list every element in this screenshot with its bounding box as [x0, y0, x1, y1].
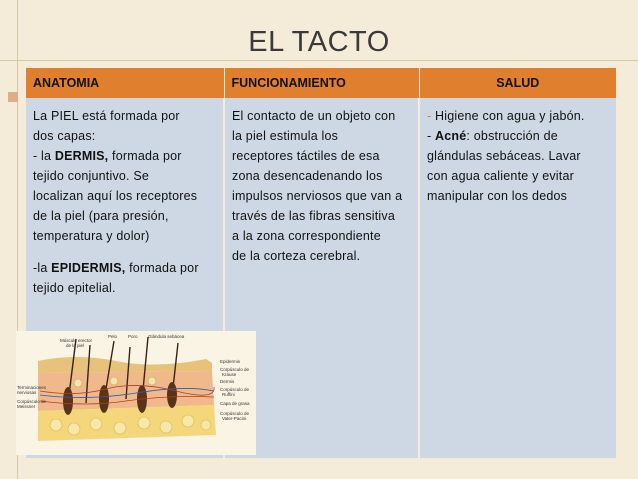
text-line: través de las fibras sensitiva — [232, 209, 396, 223]
label-ruffini-2: Ruffini — [222, 392, 235, 397]
label-epidermis: Epidermis — [220, 359, 241, 364]
label-ruffini: Corpúsculo de — [220, 387, 250, 392]
text-line: dos capas: — [33, 129, 96, 143]
text-fragment: : obstrucción de — [466, 129, 558, 143]
text-line: impulsos nerviosos que van a — [232, 189, 403, 203]
text-line: tejido conjuntivo. Se — [33, 169, 150, 183]
label-pelo: Pelo — [108, 334, 118, 339]
text-line-acne — [427, 126, 610, 146]
text-line: la piel estimula los — [232, 129, 339, 143]
text-line: con agua caliente y evitar — [427, 169, 574, 183]
text-line-epidermis — [33, 258, 217, 278]
decorative-horizontal-line — [0, 60, 638, 61]
label-grasa: Capa de grasa — [220, 401, 250, 406]
bullet-dash: - — [427, 109, 432, 123]
skin-diagram — [16, 331, 256, 455]
text-fragment: -la — [33, 261, 52, 275]
anatomia-paragraph-dermis — [33, 106, 217, 246]
anatomia-paragraph-epidermis — [33, 258, 217, 298]
term-acne: Acné — [435, 129, 467, 143]
label-vater-2: Vater-Pacini — [222, 416, 247, 421]
text-fragment: Higiene con agua y jabón. — [431, 109, 585, 123]
label-krause-2: Krause — [222, 372, 237, 377]
text-line-higiene — [427, 106, 610, 126]
header-salud: SALUD — [419, 68, 616, 98]
decorative-square — [8, 92, 18, 102]
text-line: El contacto de un objeto con — [232, 109, 396, 123]
label-musculo: Músculo erector — [60, 338, 93, 343]
slide-title: EL TACTO — [248, 26, 390, 58]
header-funcionamiento: FUNCIONAMIENTO — [224, 68, 419, 98]
text-fragment: - la — [33, 149, 55, 163]
label-krause: Corpúsculo de — [220, 367, 250, 372]
text-fragment: - — [427, 129, 436, 143]
label-meissner: Corpúsculo de — [17, 399, 47, 404]
label-glandula: Glándula sebácea — [148, 334, 185, 339]
label-poro: Poro — [128, 334, 138, 339]
text-line: zona desencadenando los — [232, 169, 383, 183]
text-fragment: formada por — [108, 149, 182, 163]
skin-diagram-image — [16, 331, 256, 455]
label-de-la-piel: de la piel — [66, 343, 85, 348]
text-line: receptores táctiles de esa — [232, 149, 380, 163]
term-epidermis: EPIDERMIS, — [51, 261, 126, 275]
label-dermis: Dermis — [220, 379, 235, 384]
cell-salud — [419, 98, 616, 458]
text-line-dermis — [33, 146, 217, 166]
text-line: temperatura y dolor) — [33, 229, 150, 243]
label-nerviosas: nerviosas — [17, 390, 37, 395]
header-row — [26, 68, 616, 98]
text-line: localizan aquí los receptores — [33, 189, 198, 203]
text-line: de la corteza cerebral. — [232, 249, 361, 263]
label-vater: Corpúsculo de — [220, 411, 250, 416]
label-terminaciones: Terminaciones — [17, 385, 47, 390]
text-line: de la piel (para presión, — [33, 209, 169, 223]
text-line: a la zona correspondiente — [232, 229, 381, 243]
header-anatomia: ANATOMIA — [26, 68, 224, 98]
text-line: manipular con los dedos — [427, 189, 568, 203]
text-line: glándulas sebáceas. Lavar — [427, 149, 581, 163]
text-line: tejido epitelial. — [33, 281, 116, 295]
label-meissner-2: Meissner — [17, 404, 36, 409]
term-dermis: DERMIS, — [54, 149, 109, 163]
text-fragment: formada por — [125, 261, 199, 275]
text-line: La PIEL está formada por — [33, 109, 180, 123]
